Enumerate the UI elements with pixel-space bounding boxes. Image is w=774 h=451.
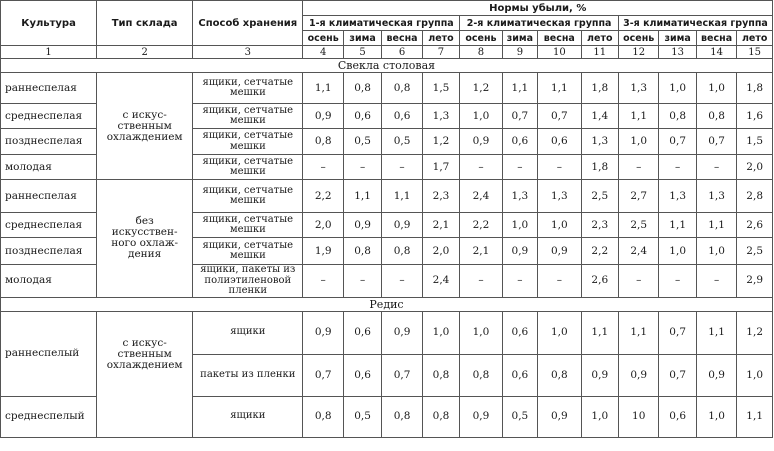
storage-method-cell: ящики, сетчатые мешки — [193, 180, 303, 213]
column-number: 14 — [696, 46, 736, 59]
loss-value-cell: 2,2 — [303, 180, 343, 213]
loss-value-cell: 0,6 — [343, 104, 381, 129]
header-storage-method: Способ хранения — [193, 1, 303, 46]
header-season: лето — [422, 31, 459, 46]
column-number: 8 — [460, 46, 502, 59]
loss-value-cell: 0,8 — [659, 104, 696, 129]
crop-name: среднеспелая — [1, 104, 97, 129]
storage-type-cell: с искус- ственным охлаждением — [97, 311, 193, 437]
header-season: осень — [303, 31, 343, 46]
loss-value-cell: 0,9 — [538, 238, 581, 265]
storage-method-cell: ящики, сетчатые мешки — [193, 155, 303, 180]
loss-value-cell: 0,5 — [382, 129, 422, 155]
loss-value-cell: 1,1 — [303, 73, 343, 104]
column-number: 10 — [538, 46, 581, 59]
loss-value-cell: 0,9 — [382, 213, 422, 238]
loss-value-cell: 1,3 — [581, 129, 618, 155]
column-number: 15 — [737, 46, 773, 59]
loss-value-cell: 2,0 — [422, 238, 459, 265]
loss-value-cell: 0,8 — [382, 73, 422, 104]
loss-value-cell: 1,0 — [422, 311, 459, 354]
storage-method-cell: ящики, сетчатые мешки — [193, 104, 303, 129]
crop-name: молодая — [1, 155, 97, 180]
loss-value-cell: 1,3 — [696, 180, 736, 213]
storage-method-cell: ящики, сетчатые мешки — [193, 73, 303, 104]
header-season: осень — [460, 31, 502, 46]
loss-value-cell: 1,0 — [538, 311, 581, 354]
loss-value-cell: 1,1 — [618, 104, 658, 129]
loss-value-cell: – — [618, 265, 658, 298]
loss-value-cell: – — [659, 155, 696, 180]
section-title: Свекла столовая — [1, 59, 773, 73]
storage-method-cell: ящики, сетчатые мешки — [193, 213, 303, 238]
loss-value-cell: 2,2 — [460, 213, 502, 238]
loss-value-cell: – — [460, 155, 502, 180]
header-group-2: 2-я климатическая группа — [460, 16, 619, 31]
loss-value-cell: 0,9 — [303, 104, 343, 129]
loss-value-cell: 2,4 — [460, 180, 502, 213]
loss-value-cell: 0,9 — [343, 213, 381, 238]
header-season: весна — [538, 31, 581, 46]
storage-type-cell: с искус- ственным охлаждением — [97, 73, 193, 180]
loss-value-cell: 0,6 — [343, 354, 381, 396]
loss-value-cell: – — [502, 155, 537, 180]
header-loss-norms: Нормы убыли, % — [303, 1, 773, 16]
loss-value-cell: 2,4 — [422, 265, 459, 298]
loss-value-cell: 1,0 — [659, 238, 696, 265]
crop-name: среднеспелая — [1, 213, 97, 238]
crop-name: среднеспелый — [1, 396, 97, 437]
loss-value-cell: – — [382, 155, 422, 180]
loss-value-cell: 2,1 — [460, 238, 502, 265]
loss-value-cell: 0,8 — [343, 73, 381, 104]
loss-value-cell: 0,8 — [422, 396, 459, 437]
loss-value-cell: 2,9 — [737, 265, 773, 298]
loss-value-cell: 1,6 — [737, 104, 773, 129]
loss-value-cell: 1,1 — [538, 73, 581, 104]
loss-value-cell: 0,8 — [303, 396, 343, 437]
loss-value-cell: 0,8 — [696, 104, 736, 129]
loss-value-cell: – — [538, 265, 581, 298]
loss-value-cell: – — [696, 155, 736, 180]
loss-value-cell: 0,8 — [382, 396, 422, 437]
loss-value-cell: 1,0 — [460, 311, 502, 354]
column-number: 12 — [618, 46, 658, 59]
loss-value-cell: – — [382, 265, 422, 298]
loss-value-cell: 1,5 — [737, 129, 773, 155]
loss-value-cell: 0,7 — [303, 354, 343, 396]
loss-value-cell: 1,1 — [343, 180, 381, 213]
crop-name: позднеспелая — [1, 129, 97, 155]
loss-value-cell: – — [618, 155, 658, 180]
loss-value-cell: – — [460, 265, 502, 298]
loss-value-cell: 1,1 — [618, 311, 658, 354]
loss-value-cell: 0,7 — [659, 311, 696, 354]
loss-value-cell: 1,1 — [502, 73, 537, 104]
loss-value-cell: 2,1 — [422, 213, 459, 238]
column-number: 6 — [382, 46, 422, 59]
storage-method-cell: ящики — [193, 311, 303, 354]
loss-value-cell: 0,6 — [382, 104, 422, 129]
loss-value-cell: 1,0 — [502, 213, 537, 238]
loss-value-cell: – — [303, 155, 343, 180]
loss-value-cell: – — [303, 265, 343, 298]
loss-value-cell: 1,1 — [659, 213, 696, 238]
loss-value-cell: 1,2 — [460, 73, 502, 104]
loss-value-cell: 2,7 — [618, 180, 658, 213]
crop-name: раннеспелая — [1, 180, 97, 213]
section-header-row — [1, 59, 773, 73]
header-season: лето — [581, 31, 618, 46]
crop-name: раннеспелый — [1, 311, 97, 396]
loss-value-cell: 0,9 — [618, 354, 658, 396]
loss-value-cell: 1,9 — [303, 238, 343, 265]
loss-value-cell: 1,2 — [737, 311, 773, 354]
loss-value-cell: 0,6 — [659, 396, 696, 437]
header-group-1: 1-я климатическая группа — [303, 16, 460, 31]
loss-value-cell: 0,5 — [343, 396, 381, 437]
loss-value-cell: 1,0 — [737, 354, 773, 396]
section-header-row — [1, 297, 773, 311]
storage-method-cell: ящики, сетчатые мешки — [193, 238, 303, 265]
loss-value-cell: 0,8 — [382, 238, 422, 265]
table-row — [1, 73, 773, 104]
loss-value-cell: 2,0 — [737, 155, 773, 180]
column-number: 9 — [502, 46, 537, 59]
loss-value-cell: 1,3 — [422, 104, 459, 129]
loss-value-cell: 2,0 — [303, 213, 343, 238]
loss-value-cell: 0,8 — [303, 129, 343, 155]
loss-value-cell: 0,8 — [422, 354, 459, 396]
loss-value-cell: 0,6 — [502, 129, 537, 155]
loss-value-cell: 0,9 — [538, 396, 581, 437]
loss-value-cell: 0,6 — [538, 129, 581, 155]
column-number: 3 — [193, 46, 303, 59]
loss-value-cell: 1,1 — [696, 311, 736, 354]
loss-value-cell: 1,7 — [422, 155, 459, 180]
loss-value-cell: 1,0 — [659, 73, 696, 104]
column-number: 2 — [97, 46, 193, 59]
loss-value-cell: 0,7 — [382, 354, 422, 396]
table-body — [1, 59, 773, 438]
storage-method-cell: ящики — [193, 396, 303, 437]
loss-value-cell: 0,9 — [581, 354, 618, 396]
loss-value-cell: 0,9 — [696, 354, 736, 396]
loss-value-cell: 2,5 — [581, 180, 618, 213]
loss-value-cell: 0,9 — [502, 238, 537, 265]
header-season: зима — [502, 31, 537, 46]
loss-value-cell: 1,0 — [538, 213, 581, 238]
loss-value-cell: – — [659, 265, 696, 298]
loss-value-cell: 2,3 — [422, 180, 459, 213]
loss-value-cell: 0,7 — [502, 104, 537, 129]
loss-value-cell: 0,7 — [659, 129, 696, 155]
loss-value-cell: 2,8 — [737, 180, 773, 213]
loss-value-cell: 1,8 — [737, 73, 773, 104]
header-season: осень — [618, 31, 658, 46]
loss-value-cell: 0,6 — [502, 354, 537, 396]
loss-value-cell: 1,4 — [581, 104, 618, 129]
table-row — [1, 180, 773, 213]
loss-value-cell: – — [343, 265, 381, 298]
loss-value-cell: 1,5 — [422, 73, 459, 104]
loss-value-cell: 0,7 — [659, 354, 696, 396]
loss-value-cell: 1,0 — [581, 396, 618, 437]
loss-value-cell: 2,6 — [737, 213, 773, 238]
loss-value-cell: 1,1 — [581, 311, 618, 354]
column-number: 11 — [581, 46, 618, 59]
loss-value-cell: 1,0 — [696, 238, 736, 265]
crop-name: позднеспелая — [1, 238, 97, 265]
loss-value-cell: 1,3 — [618, 73, 658, 104]
table-row — [1, 311, 773, 354]
storage-method-cell: ящики, пакеты из полиэтиленовой пленки — [193, 265, 303, 298]
crop-name: раннеспелая — [1, 73, 97, 104]
loss-value-cell: 1,8 — [581, 155, 618, 180]
storage-method-cell: ящики, сетчатые мешки — [193, 129, 303, 155]
loss-value-cell: 1,1 — [696, 213, 736, 238]
loss-value-cell: 2,2 — [581, 238, 618, 265]
loss-value-cell: 2,5 — [618, 213, 658, 238]
loss-value-cell: 1,0 — [618, 129, 658, 155]
loss-value-cell: 0,9 — [460, 396, 502, 437]
column-number: 5 — [343, 46, 381, 59]
loss-value-cell: 1,2 — [422, 129, 459, 155]
loss-value-cell: 1,1 — [382, 180, 422, 213]
loss-value-cell: – — [538, 155, 581, 180]
loss-value-cell: 1,1 — [737, 396, 773, 437]
loss-value-cell: 0,6 — [343, 311, 381, 354]
loss-value-cell: 0,8 — [538, 354, 581, 396]
loss-value-cell: 1,0 — [696, 73, 736, 104]
loss-value-cell: 0,8 — [460, 354, 502, 396]
column-number: 13 — [659, 46, 696, 59]
column-number: 1 — [1, 46, 97, 59]
loss-value-cell: 1,3 — [659, 180, 696, 213]
loss-value-cell: 2,4 — [618, 238, 658, 265]
storage-type-cell: без искусствен- ного охлаж- дения — [97, 180, 193, 298]
crop-name: молодая — [1, 265, 97, 298]
loss-value-cell: 1,3 — [538, 180, 581, 213]
header-season: весна — [696, 31, 736, 46]
header-season: лето — [737, 31, 773, 46]
header-season: весна — [382, 31, 422, 46]
loss-value-cell: – — [696, 265, 736, 298]
loss-value-cell: 1,0 — [696, 396, 736, 437]
loss-value-cell: 0,7 — [538, 104, 581, 129]
loss-value-cell: – — [502, 265, 537, 298]
loss-value-cell: – — [343, 155, 381, 180]
loss-value-cell: 2,5 — [737, 238, 773, 265]
header-season: зима — [659, 31, 696, 46]
loss-value-cell: 10 — [618, 396, 658, 437]
loss-value-cell: 0,6 — [502, 311, 537, 354]
loss-value-cell: 0,9 — [303, 311, 343, 354]
header-season: зима — [343, 31, 381, 46]
header-storage-type: Тип склада — [97, 1, 193, 46]
section-title: Редис — [1, 297, 773, 311]
loss-value-cell: 0,9 — [382, 311, 422, 354]
loss-value-cell: 0,9 — [460, 129, 502, 155]
loss-value-cell: 0,5 — [502, 396, 537, 437]
header-culture: Культура — [1, 1, 97, 46]
loss-value-cell: 1,3 — [502, 180, 537, 213]
column-number: 4 — [303, 46, 343, 59]
loss-value-cell: 0,8 — [343, 238, 381, 265]
header-group-3: 3-я климатическая группа — [618, 16, 772, 31]
loss-value-cell: 0,5 — [343, 129, 381, 155]
loss-value-cell: 0,7 — [696, 129, 736, 155]
loss-value-cell: 2,3 — [581, 213, 618, 238]
column-number: 7 — [422, 46, 459, 59]
loss-value-cell: 2,6 — [581, 265, 618, 298]
storage-method-cell: пакеты из пленки — [193, 354, 303, 396]
loss-value-cell: 1,0 — [460, 104, 502, 129]
loss-value-cell: 1,8 — [581, 73, 618, 104]
